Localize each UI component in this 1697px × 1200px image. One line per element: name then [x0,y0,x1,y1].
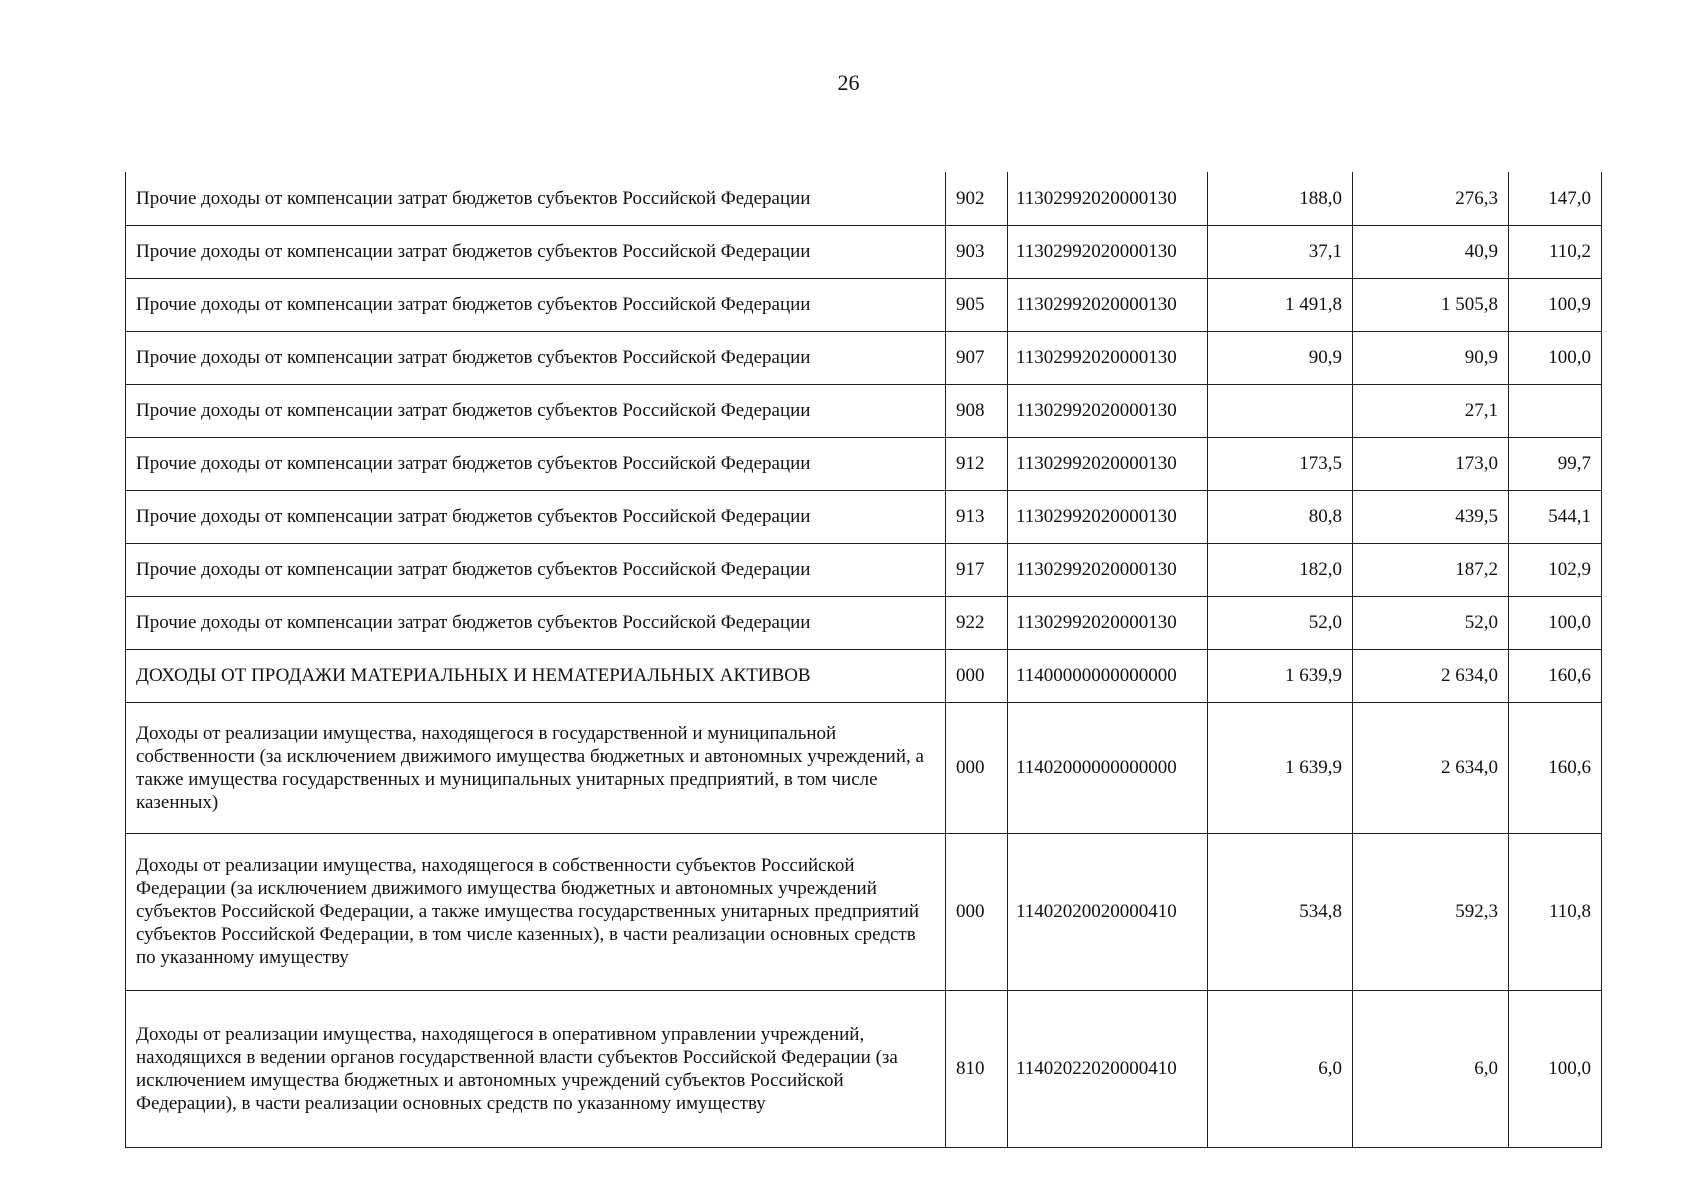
fact-value-cell: 173,0 [1353,437,1509,490]
income-name-cell: Доходы от реализации имущества, находящегося в собственности субъектов Российской Федерации (за исключением движимого имущества бюджетных и автономных учреждений субъектов Российской Федерации, а также имущества государственных унитарных предприятий субъектов Российской Федерации, в том числе казенных), в части реализации основных средств по указанному имуществу [126,833,946,990]
table-row [126,331,1602,384]
admin-code-cell: 902 [946,172,1008,225]
budget-code-cell: 11302992020000130 [1008,596,1208,649]
table-row [126,702,1602,833]
plan-value-cell: 1 639,9 [1208,702,1353,833]
budget-code-cell: 11400000000000000 [1008,649,1208,702]
percent-cell: 544,1 [1509,490,1602,543]
admin-code-cell: 912 [946,437,1008,490]
income-name-cell: ДОХОДЫ ОТ ПРОДАЖИ МАТЕРИАЛЬНЫХ И НЕМАТЕРИАЛЬНЫХ АКТИВОВ [126,649,946,702]
admin-code-cell: 000 [946,702,1008,833]
plan-value-cell: 52,0 [1208,596,1353,649]
table-row [126,437,1602,490]
fact-value-cell: 2 634,0 [1353,702,1509,833]
admin-code-cell: 907 [946,331,1008,384]
fact-value-cell: 187,2 [1353,543,1509,596]
admin-code-cell: 810 [946,990,1008,1147]
percent-cell: 110,8 [1509,833,1602,990]
percent-cell: 160,6 [1509,702,1602,833]
percent-cell: 100,0 [1509,331,1602,384]
income-name-cell: Прочие доходы от компенсации затрат бюджетов субъектов Российской Федерации [126,384,946,437]
percent-cell: 160,6 [1509,649,1602,702]
fact-value-cell: 52,0 [1353,596,1509,649]
table-row [126,596,1602,649]
income-name-cell: Прочие доходы от компенсации затрат бюджетов субъектов Российской Федерации [126,543,946,596]
income-name-cell: Прочие доходы от компенсации затрат бюджетов субъектов Российской Федерации [126,490,946,543]
fact-value-cell: 6,0 [1353,990,1509,1147]
admin-code-cell: 908 [946,384,1008,437]
budget-code-cell: 11302992020000130 [1008,225,1208,278]
fact-value-cell: 40,9 [1353,225,1509,278]
table-row [126,384,1602,437]
fact-value-cell: 276,3 [1353,172,1509,225]
income-name-cell: Прочие доходы от компенсации затрат бюджетов субъектов Российской Федерации [126,225,946,278]
budget-code-cell: 11302992020000130 [1008,331,1208,384]
budget-code-cell: 11302992020000130 [1008,543,1208,596]
income-name-cell: Прочие доходы от компенсации затрат бюджетов субъектов Российской Федерации [126,437,946,490]
percent-cell: 110,2 [1509,225,1602,278]
income-name-cell: Прочие доходы от компенсации затрат бюджетов субъектов Российской Федерации [126,596,946,649]
plan-value-cell: 80,8 [1208,490,1353,543]
admin-code-cell: 903 [946,225,1008,278]
page-number: 26 [837,70,860,95]
income-name-cell: Прочие доходы от компенсации затрат бюджетов субъектов Российской Федерации [126,278,946,331]
percent-cell: 100,9 [1509,278,1602,331]
percent-cell: 147,0 [1509,172,1602,225]
plan-value-cell: 534,8 [1208,833,1353,990]
percent-cell [1509,384,1602,437]
fact-value-cell: 90,9 [1353,331,1509,384]
budget-code-cell: 11302992020000130 [1008,437,1208,490]
admin-code-cell: 000 [946,649,1008,702]
table-row [126,225,1602,278]
plan-value-cell [1208,384,1353,437]
income-name-cell: Доходы от реализации имущества, находящегося в оперативном управлении учреждений, находящихся в ведении органов государственной власти субъектов Российской Федерации (за исключением имущества бюджетных и автономных учреждений субъектов Российской Федерации), в части реализации основных средств по указанному имуществу [126,990,946,1147]
fact-value-cell: 27,1 [1353,384,1509,437]
income-name-cell: Прочие доходы от компенсации затрат бюджетов субъектов Российской Федерации [126,331,946,384]
budget-code-cell: 11402000000000000 [1008,702,1208,833]
income-name-cell: Прочие доходы от компенсации затрат бюджетов субъектов Российской Федерации [126,172,946,225]
plan-value-cell: 90,9 [1208,331,1353,384]
plan-value-cell: 173,5 [1208,437,1353,490]
table-row [126,543,1602,596]
admin-code-cell: 913 [946,490,1008,543]
fact-value-cell: 439,5 [1353,490,1509,543]
admin-code-cell: 922 [946,596,1008,649]
plan-value-cell: 6,0 [1208,990,1353,1147]
admin-code-cell: 917 [946,543,1008,596]
budget-code-cell: 11302992020000130 [1008,278,1208,331]
budget-code-cell: 11302992020000130 [1008,490,1208,543]
budget-code-cell: 11402022020000410 [1008,990,1208,1147]
table-row [126,990,1602,1147]
admin-code-cell: 905 [946,278,1008,331]
budget-code-cell: 11402020020000410 [1008,833,1208,990]
plan-value-cell: 37,1 [1208,225,1353,278]
fact-value-cell: 592,3 [1353,833,1509,990]
table-row [126,649,1602,702]
percent-cell: 100,0 [1509,990,1602,1147]
revenue-table [125,172,1602,1148]
plan-value-cell: 182,0 [1208,543,1353,596]
plan-value-cell: 1 491,8 [1208,278,1353,331]
budget-code-cell: 11302992020000130 [1008,172,1208,225]
fact-value-cell: 1 505,8 [1353,278,1509,331]
percent-cell: 100,0 [1509,596,1602,649]
budget-code-cell: 11302992020000130 [1008,384,1208,437]
percent-cell: 99,7 [1509,437,1602,490]
table-row [126,490,1602,543]
plan-value-cell: 1 639,9 [1208,649,1353,702]
table-row [126,172,1602,225]
income-name-cell: Доходы от реализации имущества, находящегося в государственной и муниципальной собственности (за исключением движимого имущества бюджетных и автономных учреждений, а также имущества государственных и муниципальных унитарных предприятий, в том числе казенных) [126,702,946,833]
percent-cell: 102,9 [1509,543,1602,596]
plan-value-cell: 188,0 [1208,172,1353,225]
fact-value-cell: 2 634,0 [1353,649,1509,702]
admin-code-cell: 000 [946,833,1008,990]
table-row [126,278,1602,331]
table-row [126,833,1602,990]
